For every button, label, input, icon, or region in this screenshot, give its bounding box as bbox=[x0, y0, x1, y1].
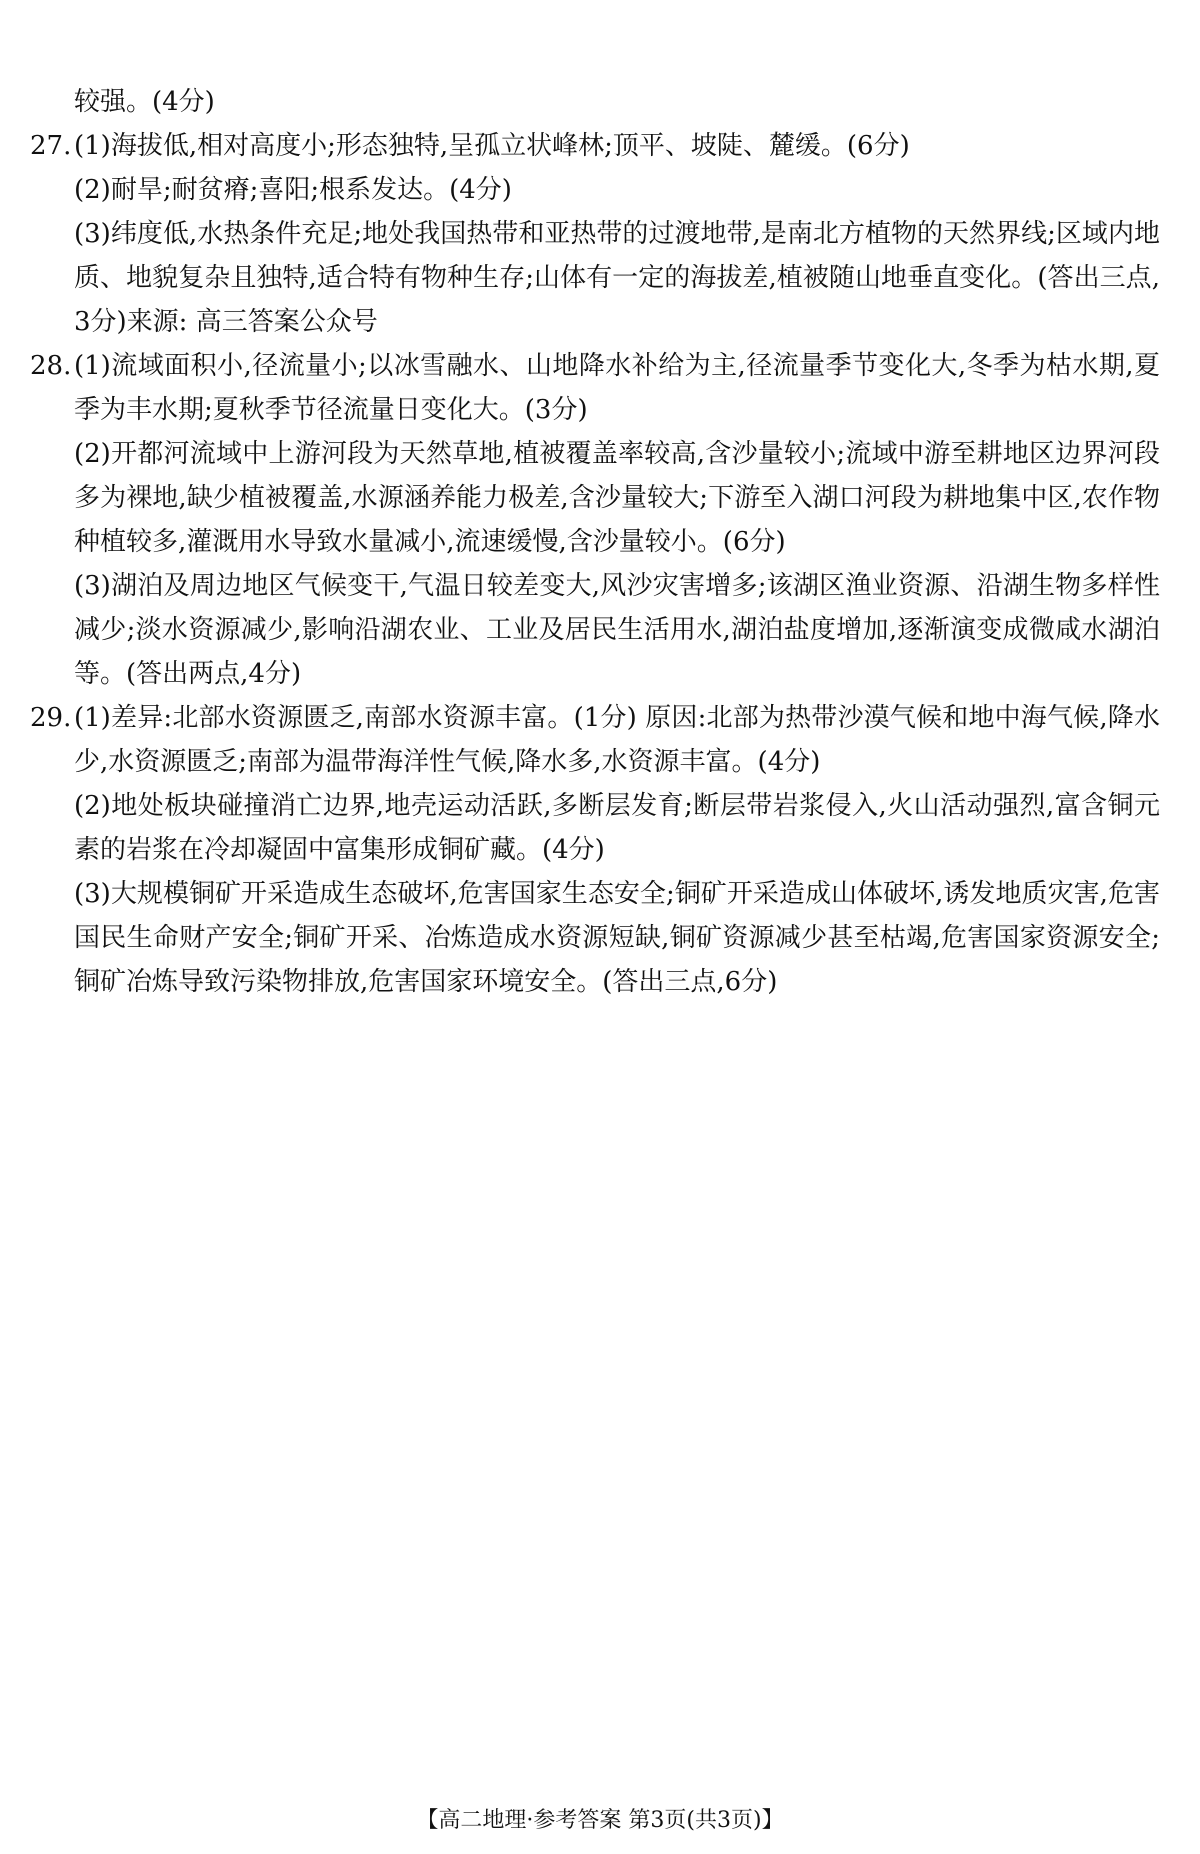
answer-part-2: (2)地处板块碰撞消亡边界,地壳运动活跃,多断层发育;断层带岩浆侵入,火山活动强烈,富含铜元素的岩浆在冷却凝固中富集形成铜矿藏。(4分) bbox=[74, 791, 1160, 865]
carryover-block bbox=[30, 80, 1160, 124]
page-footer: 【高二地理·参考答案 第3页(共3页)】 bbox=[416, 1808, 784, 1833]
answer-part-1: (1)差异:北部水资源匮乏,南部水资源丰富。(1分) 原因:北部为热带沙漠气候和地中海气候,降水少,水资源匮乏;南部为温带海洋性气候,降水多,水资源丰富。(4分) bbox=[74, 703, 1160, 777]
question-27 bbox=[30, 124, 1160, 344]
answer-part-2: (2)开都河流域中上游河段为天然草地,植被覆盖率较高,含沙量较小;流域中游至耕地区边界河段多为裸地,缺少植被覆盖,水源涵养能力极差,含沙量较大;下游至入湖口河段为耕地集中区,农作物种植较多,灌溉用水导致水量减小,流速缓慢,含沙量较小。(6分) bbox=[74, 439, 1160, 557]
answer-part-1: (1)流域面积小,径流量小;以冰雪融水、山地降水补给为主,径流量季节变化大,冬季为枯水期,夏季为丰水期;夏秋季节径流量日变化大。(3分) bbox=[74, 351, 1160, 425]
question-29 bbox=[30, 696, 1160, 1004]
carryover-text: 较强。(4分) bbox=[74, 87, 215, 117]
question-number: 27. bbox=[30, 131, 72, 161]
answer-part-3: (3)大规模铜矿开采造成生态破坏,危害国家生态安全;铜矿开采造成山体破坏,诱发地质灾害,危害国民生命财产安全;铜矿开采、冶炼造成水资源短缺,铜矿资源减少甚至枯竭,危害国家资源安全;铜矿冶炼导致污染物排放,危害国家环境安全。(答出三点,6分) bbox=[74, 879, 1160, 997]
question-28 bbox=[30, 344, 1160, 696]
question-number: 29. bbox=[30, 703, 72, 733]
answer-part-1: (1)海拔低,相对高度小;形态独特,呈孤立状峰林;顶平、坡陡、麓缓。(6分) bbox=[74, 131, 910, 161]
answer-content bbox=[30, 80, 1160, 1004]
answer-part-3: (3)纬度低,水热条件充足;地处我国热带和亚热带的过渡地带,是南北方植物的天然界线;区域内地质、地貌复杂且独特,适合特有物种生存;山体有一定的海拔差,植被随山地垂直变化。(答出三点,3分)来源: 高三答案公众号 bbox=[74, 219, 1160, 337]
question-number: 28. bbox=[30, 351, 72, 381]
answer-part-2: (2)耐旱;耐贫瘠;喜阳;根系发达。(4分) bbox=[74, 175, 512, 205]
answer-part-3: (3)湖泊及周边地区气候变干,气温日较差变大,风沙灾害增多;该湖区渔业资源、沿湖生物多样性减少;淡水资源减少,影响沿湖农业、工业及居民生活用水,湖泊盐度增加,逐渐演变成微咸水湖泊等。(答出两点,4分) bbox=[74, 571, 1160, 689]
